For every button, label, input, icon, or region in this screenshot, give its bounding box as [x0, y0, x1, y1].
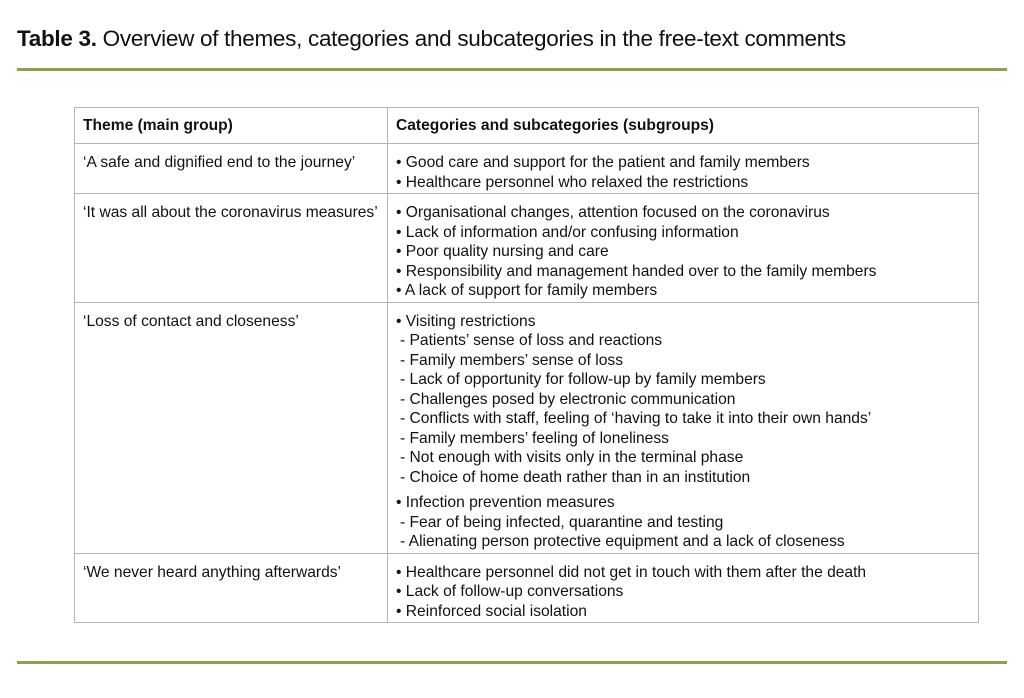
category-group [396, 312, 970, 488]
table-caption [17, 26, 846, 52]
subcategory-item: - Family members’ feeling of loneliness [400, 429, 669, 447]
table-number: Table 3. [17, 26, 97, 51]
table-title: Overview of themes, categories and subcategories in the free-text comments [96, 26, 846, 51]
subcategory-item: - Alienating person protective equipment and a lack of closeness [400, 533, 845, 550]
theme-cell: ‘Loss of contact and closeness’ [75, 302, 388, 553]
table-row [75, 553, 979, 623]
theme-cell: ‘It was all about the coronavirus measures’ [75, 194, 388, 303]
theme-cell: ‘We never heard anything afterwards’ [75, 553, 388, 623]
category-item: • Lack of follow-up conversations [396, 583, 624, 600]
subcategory-item: - Not enough with visits only in the terminal phase [400, 449, 744, 466]
categories-cell [388, 144, 979, 194]
categories-cell [388, 194, 979, 303]
subcategory-item: - Fear of being infected, quarantine and testing [400, 513, 724, 531]
top-divider [17, 68, 1007, 71]
category-item: • Healthcare personnel who relaxed the restrictions [396, 173, 749, 191]
subcategory-item: - Patients’ sense of loss and reactions [400, 332, 663, 349]
category-item: • Good care and support for the patient and family members [396, 154, 810, 171]
subcategory-item: - Lack of opportunity for follow-up by family members [400, 371, 766, 388]
subcategory-item: - Choice of home death rather than in an institution [400, 468, 751, 486]
category-item: • Healthcare personnel did not get in touch with them after the death [396, 563, 867, 581]
subcategory-item: - Conflicts with staff, feeling of ‘having to take it into their own hands’ [400, 410, 872, 427]
category-item: • Infection prevention measures [396, 494, 615, 511]
theme-cell: ‘A safe and dignified end to the journey’ [75, 144, 388, 194]
table-row [75, 144, 979, 194]
header-theme: Theme (main group) [75, 108, 388, 144]
category-item: • A lack of support for family members [396, 282, 658, 299]
subcategory-item: - Family members’ sense of loss [400, 351, 623, 369]
header-categories: Categories and subcategories (subgroups) [388, 108, 979, 144]
categories-cell [388, 302, 979, 553]
bottom-divider [17, 661, 1007, 664]
category-item: • Organisational changes, attention focused on the coronavirus [396, 204, 830, 221]
table-row [75, 194, 979, 303]
category-item: • Lack of information and/or confusing information [396, 223, 739, 241]
categories-cell [388, 553, 979, 623]
table-row [75, 302, 979, 553]
category-item: • Poor quality nursing and care [396, 243, 609, 260]
category-item: • Visiting restrictions [396, 312, 536, 330]
category-item: • Reinforced social isolation [396, 602, 587, 620]
themes-table [74, 107, 979, 623]
subcategory-item: - Challenges posed by electronic communication [400, 390, 736, 408]
header-row [75, 108, 979, 144]
category-item: • Responsibility and management handed over to the family members [396, 262, 877, 280]
category-group [396, 493, 970, 552]
